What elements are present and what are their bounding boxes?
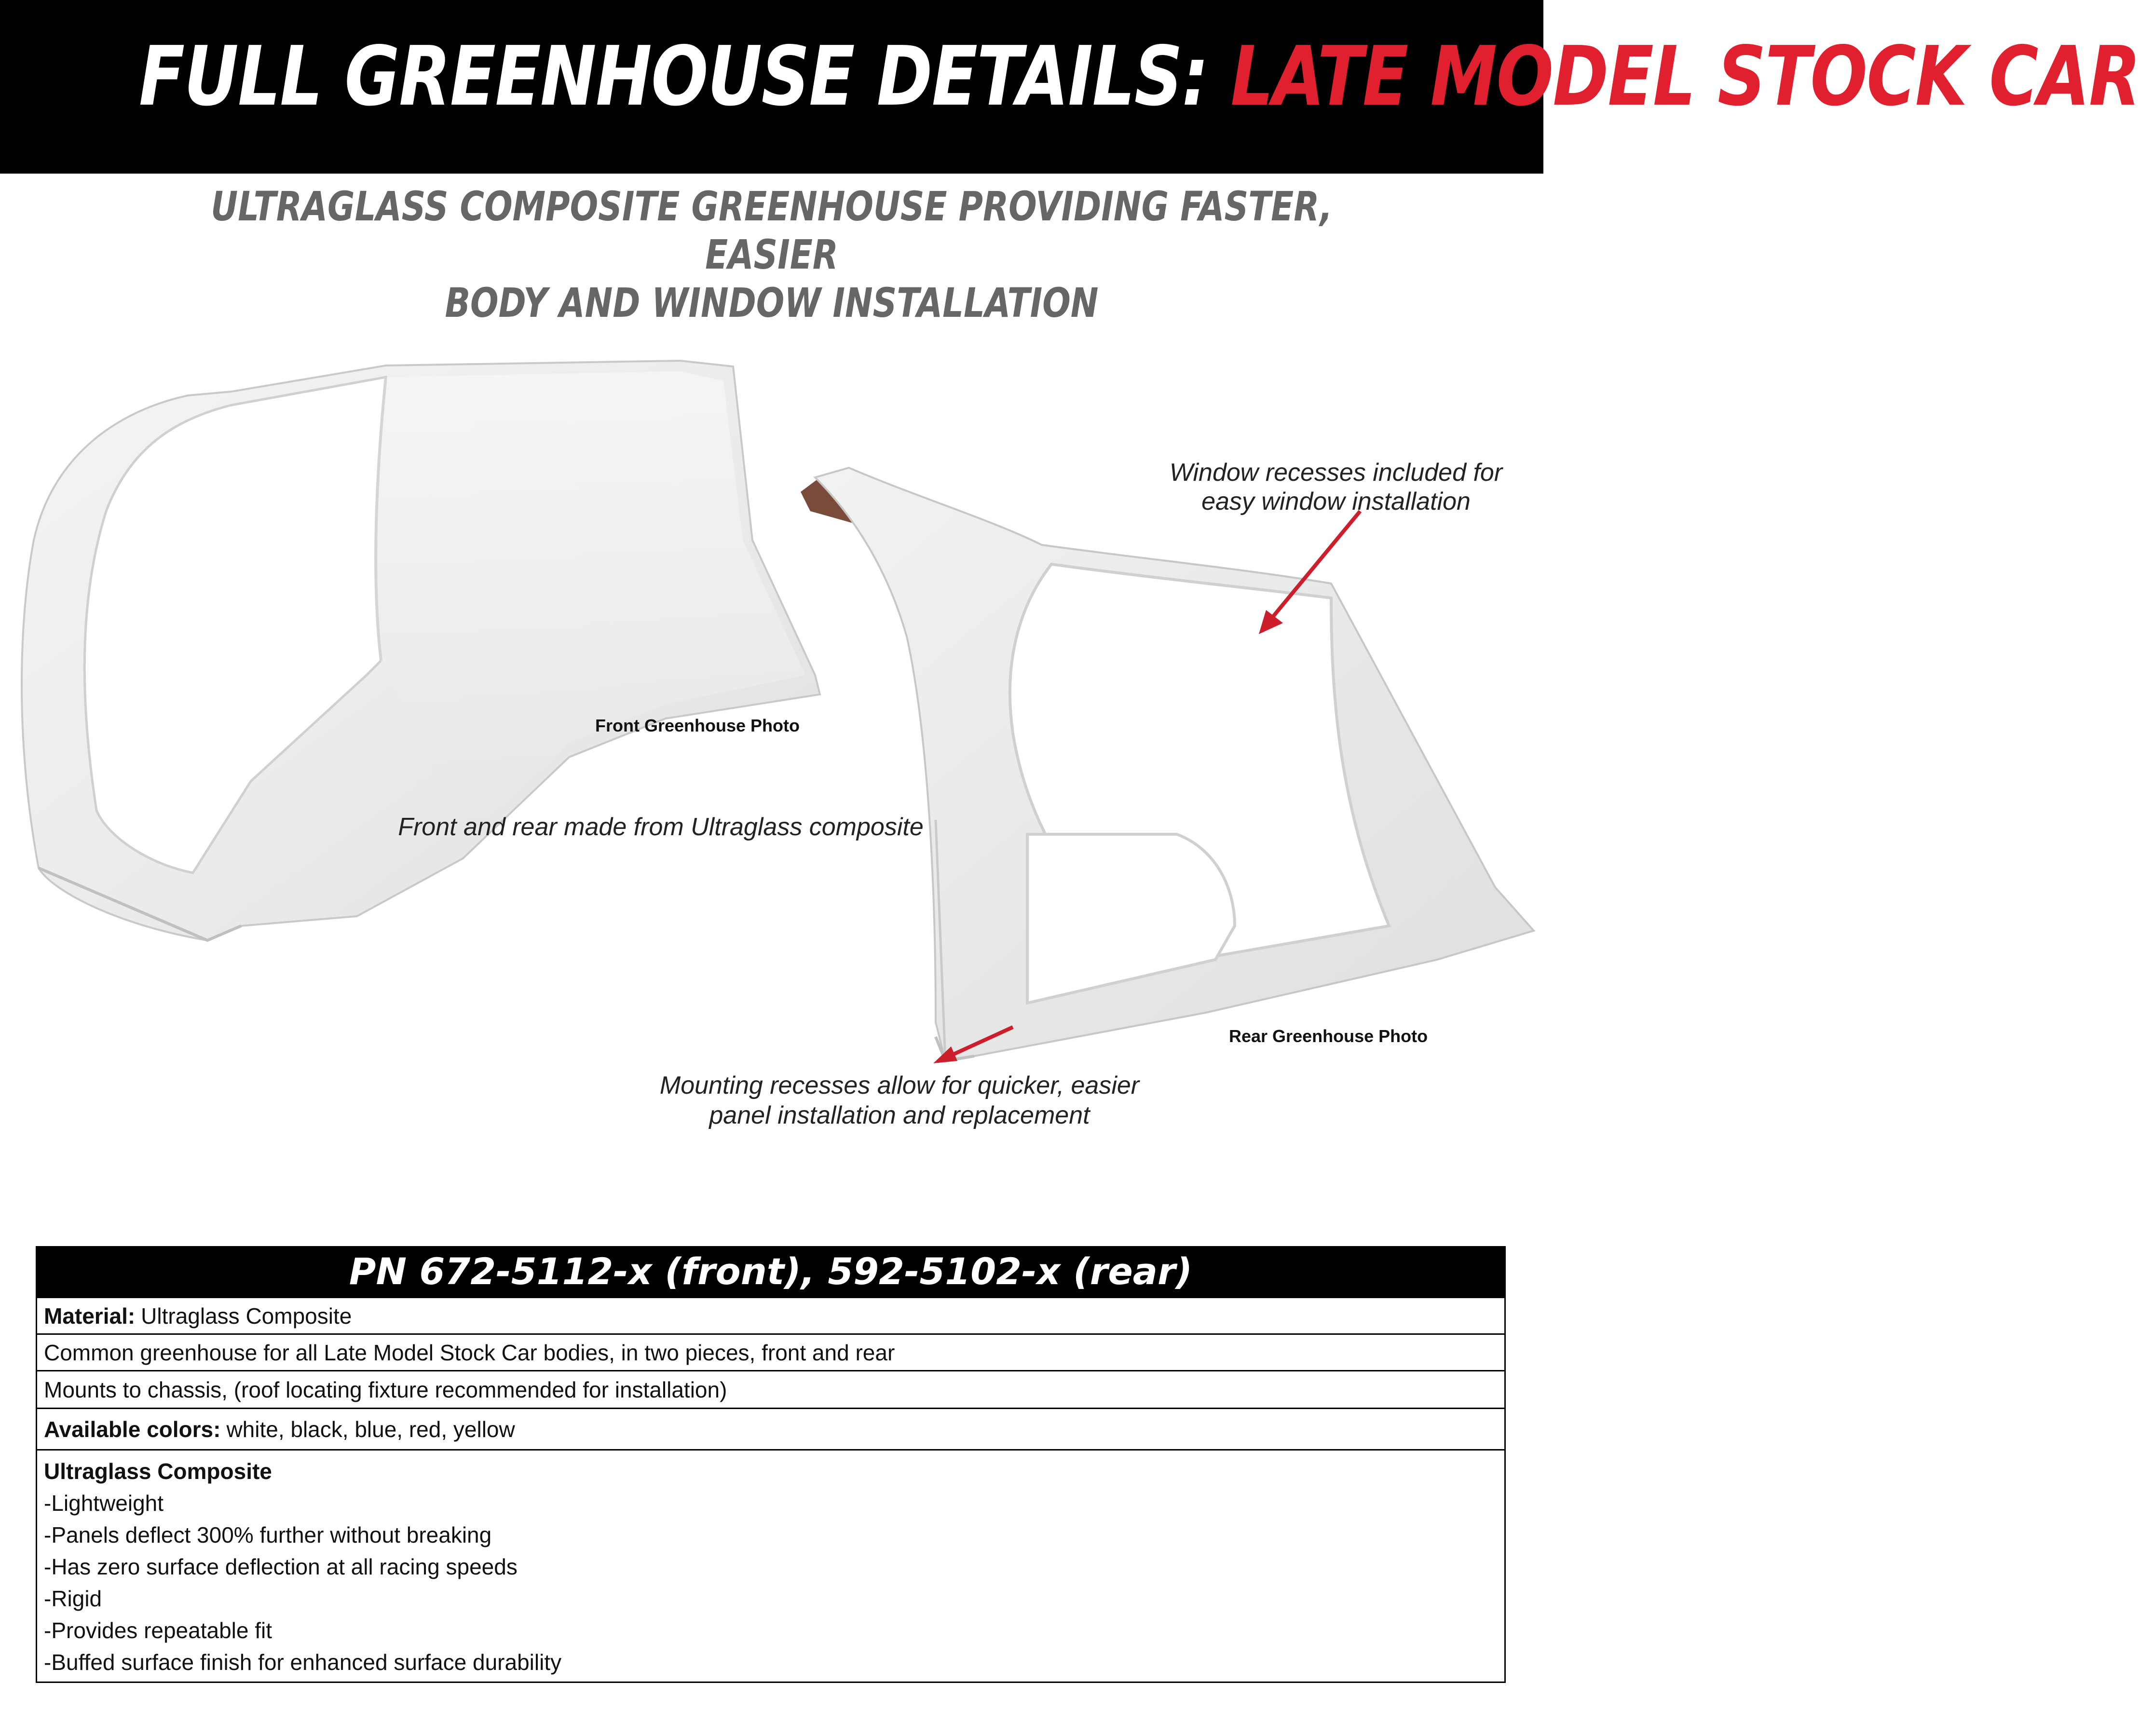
spec-table — [36, 1246, 1506, 1683]
feature-item: -Lightweight — [44, 1491, 164, 1516]
mounts-text: Mounts to chassis, (roof locating fixture recommended for installation) — [44, 1377, 727, 1402]
common-row — [37, 1333, 1504, 1370]
page-title — [139, 29, 2140, 124]
common-text: Common greenhouse for all Late Model Stock Car bodies, in two pieces, front and rear — [44, 1340, 895, 1365]
feature-item: -Panels deflect 300% further without breaking — [44, 1522, 492, 1547]
window-callout-line-2: easy window installation — [1201, 488, 1471, 515]
window-recess-callout — [1148, 458, 1524, 516]
title-part-red: LATE MODEL STOCK CAR — [1230, 29, 2140, 124]
material-callout: Front and rear made from Ultraglass composite — [398, 813, 924, 841]
colors-value: white, black, blue, red, yellow — [226, 1416, 515, 1442]
feature-item: -Provides repeatable fit — [44, 1618, 273, 1643]
rear-photo-label: Rear Greenhouse Photo — [1229, 1026, 1428, 1046]
composite-features-row — [37, 1449, 1504, 1682]
mounting-callout-line-1: Mounting recesses allow for quicker, easier — [659, 1071, 1140, 1099]
material-key: Material: — [44, 1303, 136, 1329]
subtitle-line-2: BODY AND WINDOW INSTALLATION — [445, 279, 1099, 326]
colors-row — [37, 1408, 1504, 1449]
mounting-recess-callout — [627, 1071, 1172, 1130]
mounting-callout-line-2: panel installation and replacement — [709, 1101, 1090, 1129]
photos-area — [0, 338, 1543, 1186]
colors-key: Available colors: — [44, 1416, 221, 1442]
front-greenhouse-image — [22, 361, 820, 940]
feature-item: -Buffed surface finish for enhanced surface durability — [44, 1650, 562, 1675]
feature-item: -Rigid — [44, 1586, 102, 1611]
title-part-white: FULL GREENHOUSE DETAILS: — [139, 29, 1208, 124]
feature-item: -Has zero surface deflection at all racing speeds — [44, 1554, 518, 1579]
subtitle — [139, 182, 1404, 327]
front-photo-label: Front Greenhouse Photo — [595, 716, 800, 735]
subtitle-line-1: ULTRAGLASS COMPOSITE GREENHOUSE PROVIDING FASTER, EASIER — [211, 183, 1333, 278]
material-row — [37, 1297, 1504, 1333]
part-numbers-heading: PN 672-5112-x (front), 592-5102-x (rear) — [37, 1248, 1504, 1297]
window-callout-line-1: Window recesses included for — [1169, 459, 1503, 487]
mounts-row — [37, 1370, 1504, 1408]
material-value: Ultraglass Composite — [141, 1303, 352, 1329]
rear-greenhouse-image — [801, 468, 1534, 1061]
composite-title: Ultraglass Composite — [44, 1459, 272, 1484]
header-bar — [0, 0, 2140, 174]
